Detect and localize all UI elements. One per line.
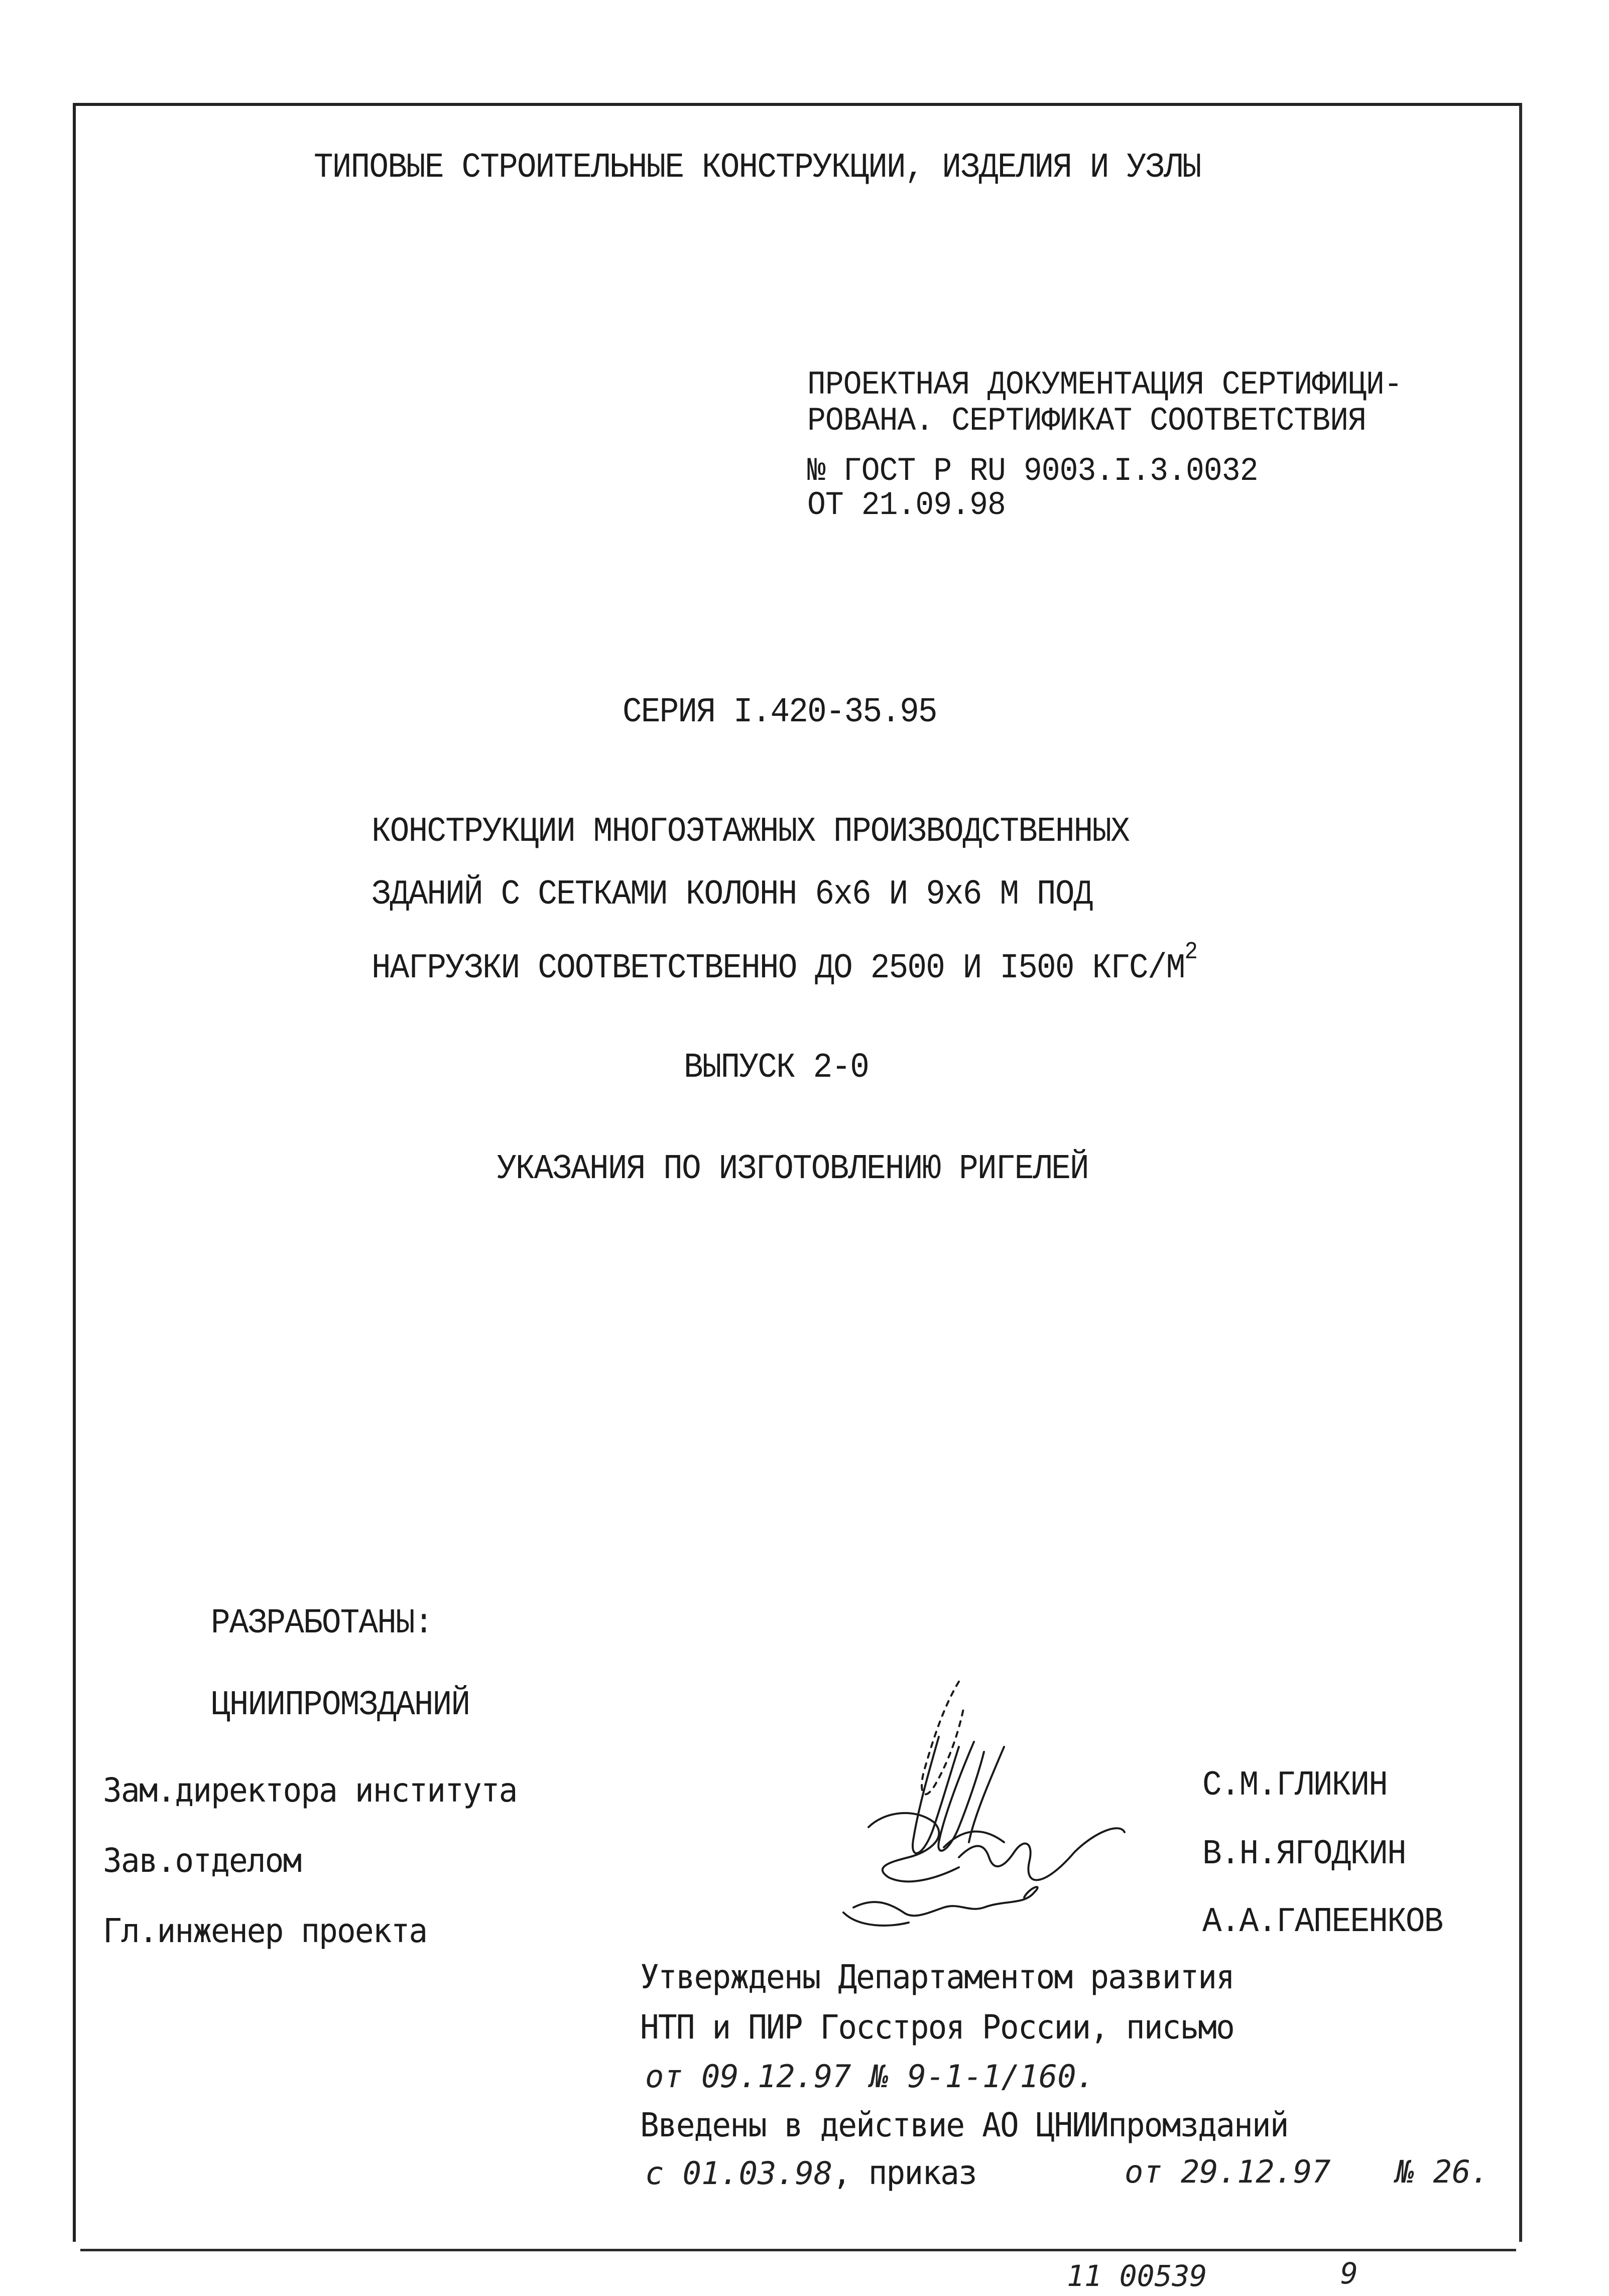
role-department-head: Зав.отделом: [103, 1841, 301, 1880]
issue-subject: УКАЗАНИЯ ПО ИЗГОТОВЛЕНИЮ РИГЕЛЕЙ: [497, 1150, 1088, 1189]
title-line: НАГРУЗКИ СООТВЕТСТВЕННО ДО 2500 И I500 КГС/$М^2$: [372, 939, 1197, 988]
title-line: ЗДАНИЙ С СЕТКАМИ КОЛОНН 6х6 И 9х6 М ПОД: [372, 875, 1092, 915]
developer-org: ЦНИИПРОМЗДАНИЙ: [211, 1686, 470, 1725]
order-date: от 29.12.97: [1125, 2153, 1331, 2190]
certificate-line: ОТ 21.09.98: [807, 486, 1006, 524]
approval-letter-ref: от 09.12.97 № 9-1-1/160.: [645, 2058, 1095, 2095]
series-number: СЕРИЯ I.420-35.95: [623, 693, 937, 732]
certificate-line: ПРОЕКТНАЯ ДОКУМЕНТАЦИЯ СЕРТИФИЦИ-: [807, 366, 1402, 404]
name-glikin: С.М.ГЛИКИН: [1202, 1766, 1388, 1806]
name-yagodkin: В.Н.ЯГОДКИН: [1202, 1835, 1406, 1874]
inventory-number: 11 00539: [1067, 2259, 1207, 2293]
series-header: ТИПОВЫЕ СТРОИТЕЛЬНЫЕ КОНСТРУКЦИИ, ИЗДЕЛИЯ И УЗЛЫ: [314, 148, 1201, 188]
certificate-line: РОВАНА. СЕРТИФИКАТ СООТВЕТСТВИЯ: [807, 402, 1367, 440]
certificate-line: № ГОСТ Р RU 9003.I.3.0032: [807, 452, 1258, 490]
bottom-rule: [80, 2249, 1516, 2251]
approval-order-line: с 01.03.98, приказ: [645, 2153, 977, 2192]
role-chief-engineer: Гл.инженер проекта: [103, 1911, 427, 1950]
developed-label: РАЗРАБОТАНЫ:: [211, 1604, 433, 1643]
issue-number: ВЫПУСК 2-0: [684, 1048, 869, 1088]
role-deputy-director: Зам.директора института: [103, 1771, 517, 1810]
approval-line: НТП и ПИР Госстроя России, письмо: [640, 2008, 1234, 2047]
signatures: [723, 1677, 1135, 1958]
title-line: КОНСТРУКЦИИ МНОГОЭТАЖНЫХ ПРОИЗВОДСТВЕННЫХ: [372, 812, 1130, 852]
name-gapeenkov: А.А.ГАПЕЕНКОВ: [1202, 1902, 1443, 1942]
order-number: № 26.: [1396, 2153, 1490, 2190]
approval-line: Утверждены Департаментом развития: [640, 1958, 1234, 1996]
page-number: 9: [1340, 2256, 1358, 2290]
approval-line: Введены в действие АО ЦНИИпромзданий: [640, 2106, 1288, 2144]
